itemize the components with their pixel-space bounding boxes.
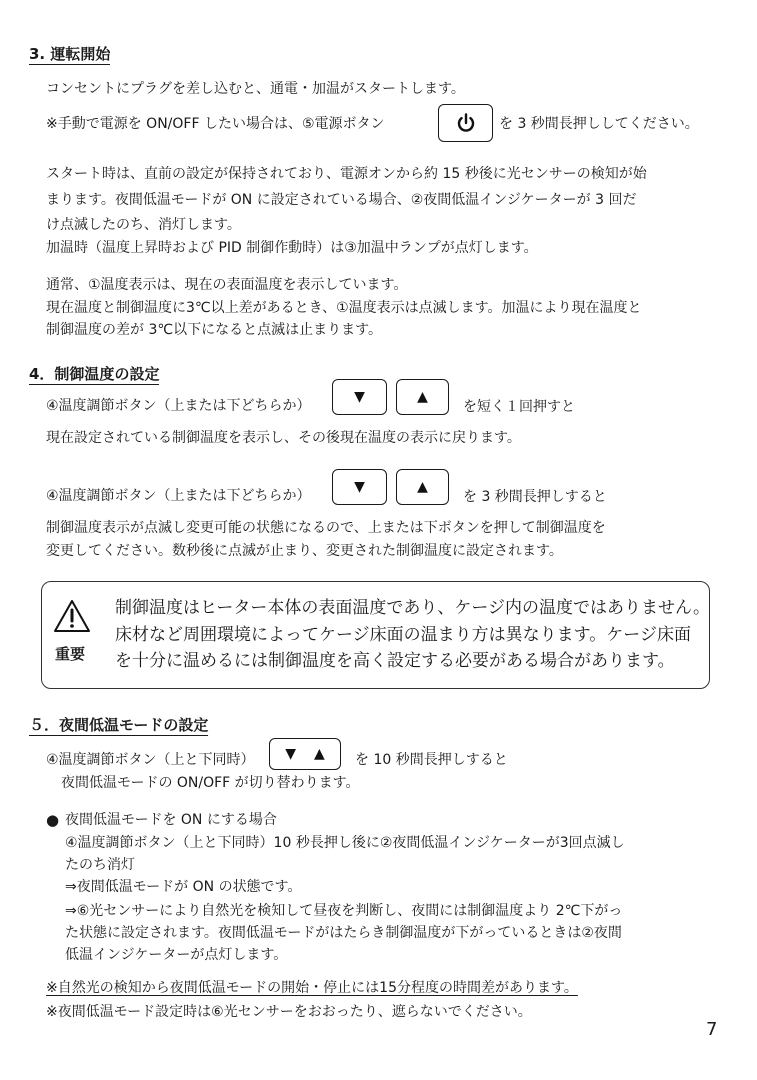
section3-line2-post: を 3 秒間長押ししてください。	[499, 116, 699, 132]
section5-line2: 夜間低温モードの ON/OFF が切り替わります。	[61, 775, 360, 791]
power-icon	[455, 112, 477, 134]
section3-para3-line: 制御温度の差が 3℃以下になると点滅は止まります。	[46, 322, 382, 338]
section5-line1-pre: ④温度調節ボタン（上と下同時）	[46, 752, 255, 768]
bullet-icon: ●	[46, 811, 60, 829]
down-button-illustration	[332, 469, 387, 505]
section3-para3-line: 通常、①温度表示は、現在の表面温度を表示しています。	[46, 277, 408, 293]
section4-line1-post: を短く１回押すと	[463, 399, 575, 415]
section5-note1: ※自然光の検知から夜間低温モードの開始・停止には15分程度の時間差があります。	[46, 980, 578, 996]
section3-heading: 3. 運転開始	[29, 45, 111, 63]
notice-line: 床材など周囲環境によってケージ床面の温まり方は異なります。ケージ床面	[115, 625, 691, 645]
section4-line2: 現在設定されている制御温度を表示し、その後現在温度の表示に戻ります。	[46, 430, 521, 446]
up-down-button-illustration	[269, 738, 341, 770]
down-arrow-icon: ▼	[354, 389, 365, 405]
up-arrow-icon: ▲	[417, 389, 428, 405]
up-button-illustration	[396, 469, 449, 505]
down-button-illustration	[332, 379, 387, 415]
section5-bullet-title: 夜間低温モードを ON にする場合	[65, 812, 277, 828]
section5-note2: ※夜間低温モード設定時は⑥光センサーをおおったり、遮らないでください。	[46, 1004, 532, 1020]
notice-line: 制御温度はヒーター本体の表面温度であり、ケージ内の温度ではありません。	[115, 598, 710, 618]
section4-line3-pre: ④温度調節ボタン（上または下どちらか）	[46, 488, 311, 504]
section5-bullet-line: た状態に設定されます。夜間低温モードがはたらき制御温度が下がっているときは②夜間	[65, 925, 622, 941]
section5-line1-post: を 10 秒間長押しすると	[355, 752, 508, 768]
up-arrow-icon: ▲	[417, 479, 428, 495]
warning-icon	[53, 599, 91, 633]
page-number: 7	[706, 1019, 718, 1040]
section4-para2-line: 制御温度表示が点滅し変更可能の状態になるので、上または下ボタンを押して制御温度を	[46, 520, 606, 536]
down-arrow-icon: ▼	[354, 479, 365, 495]
down-arrow-icon: ▼	[285, 746, 296, 762]
section5-bullet-line: ④温度調節ボタン（上と下同時）10 秒長押し後に②夜間低温インジケーターが3回点滅し	[65, 835, 625, 851]
section4-para2-line: 変更してください。数秒後に点滅が止まり、変更された制御温度に設定されます。	[46, 543, 563, 559]
section5-bullet-line: ⇒夜間低温モードが ON の状態です。	[65, 879, 302, 895]
section4-heading: 4．制御温度の設定	[29, 365, 160, 383]
up-button-illustration	[396, 379, 449, 415]
section4-line1-pre: ④温度調節ボタン（上または下どちらか）	[46, 398, 311, 414]
power-button-illustration	[438, 104, 493, 142]
section5-bullet-line: たのち消灯	[65, 857, 135, 873]
section3-para2-line: け点滅したのち、消灯します。	[46, 217, 241, 233]
important-label: 重要	[55, 645, 86, 663]
section5-heading: ５．夜間低温モードの設定	[29, 716, 209, 734]
section4-line3-post: を 3 秒間長押しすると	[463, 489, 607, 505]
section5-bullet-line: ⇒⑥光センサーにより自然光を検知して昼夜を判断し、夜間には制御温度より 2℃下がっ	[65, 903, 623, 919]
up-arrow-icon: ▲	[314, 746, 325, 762]
section3-para2-line: まります。夜間低温モードが ON に設定されている場合、②夜間低温インジケーターが 3 回だ	[46, 192, 637, 208]
section3-para3-line: 現在温度と制御温度に3℃以上差があるとき、①温度表示は点滅します。加温により現在温度と	[46, 300, 642, 316]
section5-bullet-line: 低温インジケーターが点灯します。	[65, 947, 288, 963]
section3-para2-line: 加温時（温度上昇時および PID 制御作動時）は③加温中ランプが点灯します。	[46, 240, 538, 256]
section3-line1: コンセントにプラグを差し込むと、通電・加温がスタートします。	[46, 81, 465, 97]
notice-line: を十分に温めるには制御温度を高く設定する必要がある場合があります。	[115, 651, 675, 671]
section3-para2-line: スタート時は、直前の設定が保持されており、電源オンから約 15 秒後に光センサーの検知が始	[46, 166, 647, 182]
section3-line2-pre: ※手動で電源を ON/OFF したい場合は、⑤電源ボタン	[46, 116, 385, 132]
